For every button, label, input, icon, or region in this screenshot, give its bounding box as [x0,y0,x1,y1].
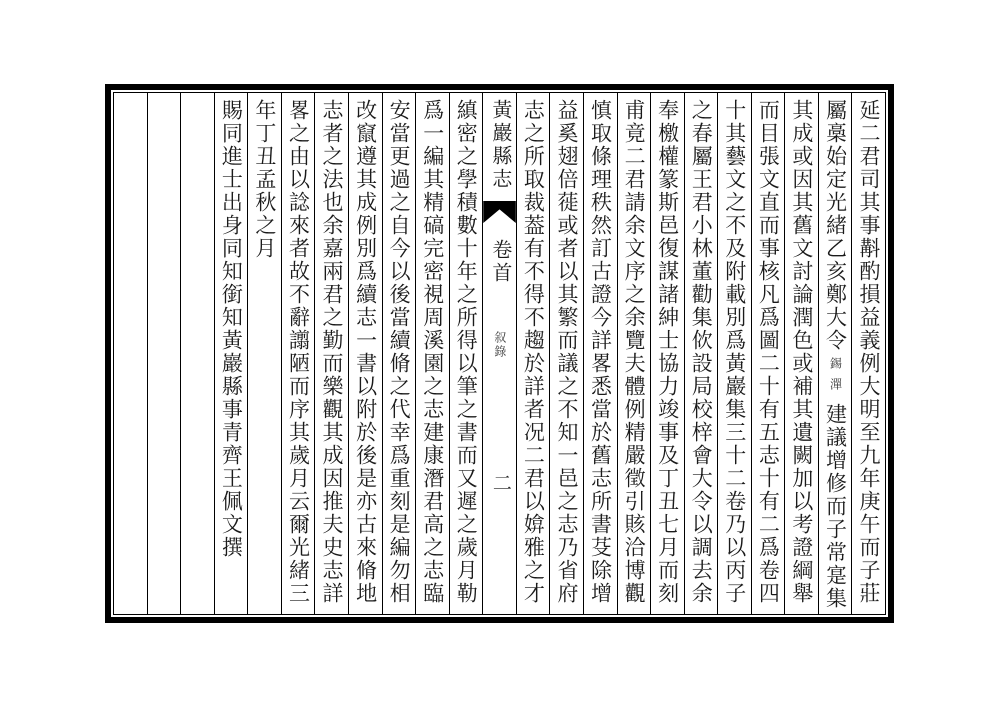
text-column-03: 其成或因其舊文討論潤色或補其遺闕加以考證綱舉 [785,93,819,614]
text-column-17: 畧之由以諗來者故不辭譾陋而序其歲月云爾光緒三 [282,93,316,614]
text-column-19-signature: 賜同進士出身同知銜知黃巖縣事青齊王佩文撰 [215,93,249,614]
book-title: 黃巖縣志 [488,99,511,191]
text-column-12: 縝密之學積數十年之所得以筆之書而又遲之歲月勒 [450,93,484,614]
subsection-label: 叙錄 [492,331,507,359]
annotation-small-text: 錫潬 [828,357,843,399]
empty-column [114,93,148,614]
empty-column [181,93,215,614]
text-column-01: 延二君司其事斠酌損益義例大明至九年庚午而子莊 [857,99,881,605]
page-frame [105,84,894,623]
text-column-13: 爲一編其精碻完密視周溪園之志建康潛君高之志臨 [416,93,450,614]
text-column-02 [819,93,853,614]
page-frame-inner [113,92,886,615]
fishtail-icon [483,201,516,223]
text-column-10: 益奚翅倍蓰或者以其繁而議之不知一邑之志乃省府 [550,93,584,614]
text-column-14: 安當更過之自今以後當續脩之代幸爲重刻是編勿相 [383,93,417,614]
text-column-15: 改竄遵其成例別爲續志一書以附於後是亦古來脩地 [349,93,383,614]
empty-column [148,93,182,614]
text-column-07: 奉檄權篆斯邑復謀諸紳士協力竣事及丁丑七月而刻 [651,93,685,614]
column-text: 屬槀始定光緒乙亥鄭大令 [823,99,848,352]
text-column-08: 甫竟二君請余文序之余覽夫體例精嚴徵引賅洽博觀 [618,93,652,614]
text-column-05: 十其藝文之不及附載別爲黃巖集三十二卷乃以丙子 [718,93,752,614]
banxin-column [483,93,517,614]
page-number: 二 [489,473,511,495]
text-column-06: 之春屬王君小林董勸集佽設局校梓會大令以調去余 [685,93,719,614]
text-column-09: 慎取條理秩然訂古證今詳畧悉當於舊志所書芟除增 [584,93,618,614]
text-column-18: 年丁丑孟秋之月 [248,93,282,614]
column-text: 建議增修而子常寔集 [823,403,848,610]
text-column-04: 而目張文直而事核凡爲圖二十有五志十有二爲卷四 [752,93,786,614]
text-column-11: 志之所取裁葢有不得不趨於詳者况二君以媕雅之才 [517,93,551,614]
text-column-16: 志者之法也余嘉兩君之勤而樂觀其成因推夫史志詳 [315,93,349,614]
section-title: 卷首 [488,239,511,285]
